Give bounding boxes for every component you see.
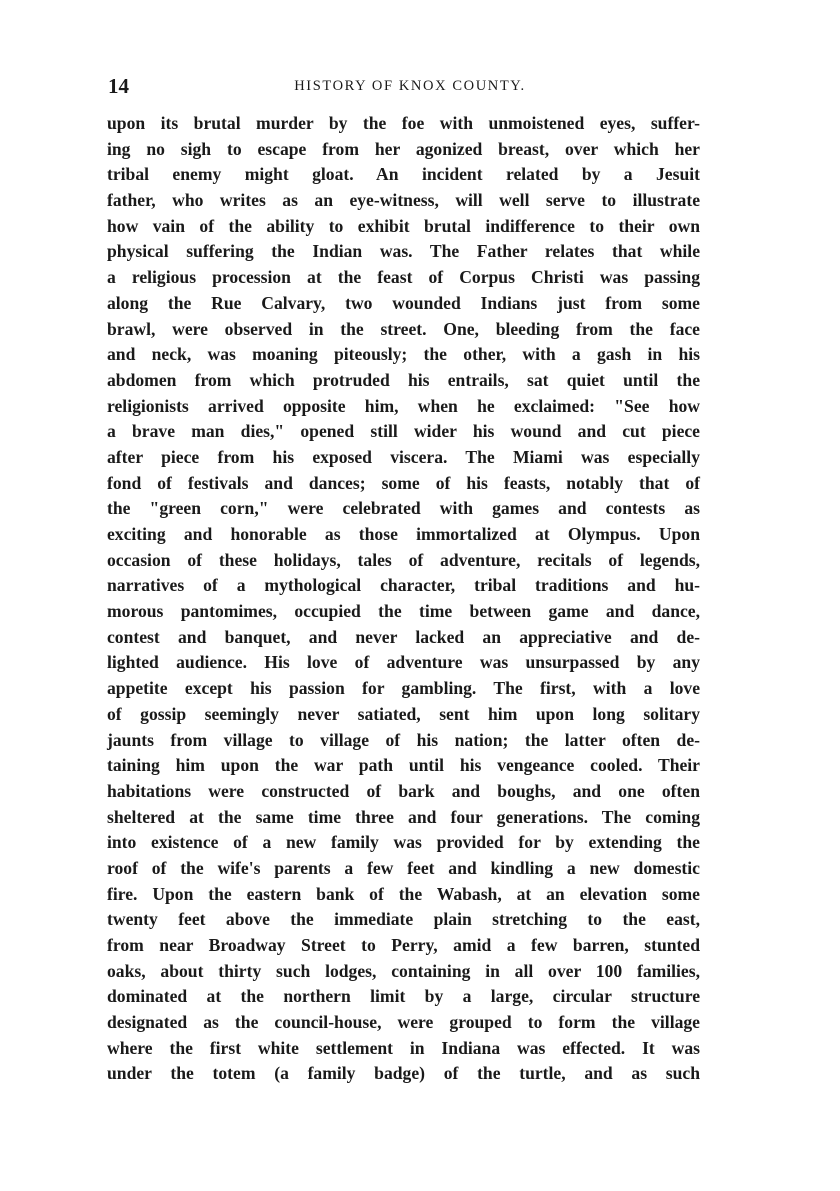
- text-line: physical suffering the Indian was. The Father relates that while: [107, 241, 700, 262]
- text-line: sheltered at the same time three and four generations. The coming: [107, 806, 700, 827]
- text-line: occasion of these holidays, tales of adventure, recitals of legends,: [107, 549, 700, 570]
- text-line: ing no sigh to escape from her agonized breast, over which her: [107, 138, 700, 159]
- text-line: where the first white settlement in Indiana was effected. It was: [107, 1037, 700, 1058]
- text-line: morous pantomimes, occupied the time between game and dance,: [107, 601, 700, 622]
- text-line: religionists arrived opposite him, when he exclaimed: "See how: [107, 395, 700, 416]
- text-line: exciting and honorable as those immortalized at Olympus. Upon: [107, 524, 700, 544]
- text-line: into existence of a new family was provided for by extending the: [107, 832, 700, 853]
- text-line: along the Rue Calvary, two wounded Indians just from some: [107, 292, 700, 313]
- text-line: abdomen from which protruded his entrails, sat quiet until the: [107, 369, 700, 390]
- text-line: father, who writes as an eye-witness, will well serve to illustrate: [107, 190, 700, 211]
- text-line: lighted audience. His love of adventure was unsurpassed by any: [107, 652, 700, 673]
- text-line: after piece from his exposed viscera. The Miami was especially: [107, 446, 700, 467]
- text-line: brawl, were observed in the street. One, bleeding from the face: [107, 318, 700, 339]
- text-line: a religious procession at the feast of Corpus Christi was passing: [107, 267, 700, 288]
- body-text: [107, 111, 700, 1087]
- text-line: fire. Upon the eastern bank of the Wabash, at an elevation some: [107, 883, 700, 904]
- text-line: fond of festivals and dances; some of his feasts, notably that of: [107, 472, 700, 493]
- text-line: jaunts from village to village of his nation; the latter often de-: [107, 729, 700, 750]
- running-head: HISTORY OF KNOX COUNTY.: [294, 78, 526, 94]
- text-line: how vain of the ability to exhibit brutal indifference to their own: [107, 215, 700, 236]
- text-line: designated as the council-house, were grouped to form the village: [107, 1012, 700, 1033]
- text-line: narratives of a mythological character, tribal traditions and hu-: [107, 575, 700, 596]
- text-line: under the totem (a family badge) of the turtle, and as such: [107, 1063, 700, 1084]
- text-line: and neck, was moaning piteously; the other, with a gash in his: [107, 344, 700, 365]
- text-line: roof of the wife's parents a few feet and kindling a new domestic: [107, 857, 700, 878]
- text-line: habitations were constructed of bark and boughs, and one often: [107, 780, 700, 801]
- text-line: the "green corn," were celebrated with games and contests as: [107, 498, 700, 519]
- page-header: [108, 74, 712, 98]
- text-line: oaks, about thirty such lodges, containing in all over 100 families,: [107, 960, 700, 981]
- text-line: from near Broadway Street to Perry, amid a few barren, stunted: [107, 935, 700, 955]
- text-line: a brave man dies," opened still wider his wound and cut piece: [107, 421, 700, 442]
- text-line: contest and banquet, and never lacked an appreciative and de-: [107, 626, 700, 647]
- page-number: 14: [108, 74, 129, 98]
- text-line: upon its brutal murder by the foe with unmoistened eyes, suffer-: [107, 113, 700, 133]
- text-line: appetite except his passion for gambling. The first, with a love: [107, 678, 700, 699]
- text-line: of gossip seemingly never satiated, sent him upon long solitary: [107, 703, 700, 724]
- text-line: twenty feet above the immediate plain stretching to the east,: [107, 909, 700, 930]
- text-line: taining him upon the war path until his vengeance cooled. Their: [107, 755, 700, 776]
- text-line: tribal enemy might gloat. An incident related by a Jesuit: [107, 164, 700, 185]
- text-line: dominated at the northern limit by a large, circular structure: [107, 986, 700, 1007]
